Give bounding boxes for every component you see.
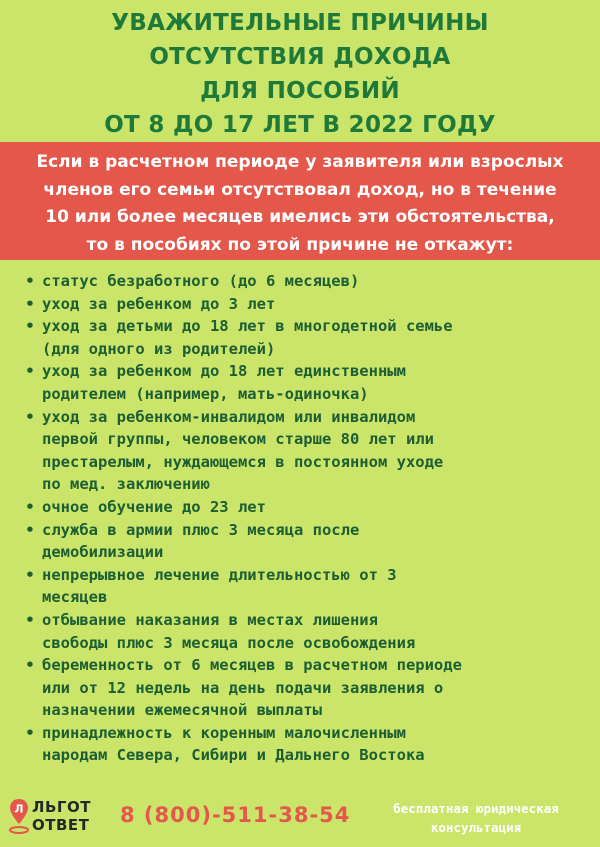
page-title	[0, 6, 600, 142]
list-item-line: очное обучение до 23 лет	[42, 497, 266, 516]
list-item-line: беременность от 6 месяцев в расчетном периоде	[42, 656, 462, 675]
consult-line: консультация	[430, 820, 522, 835]
bullet-icon: •	[25, 610, 35, 629]
bullet-icon: •	[25, 317, 35, 336]
list-item	[20, 609, 590, 654]
location-pin-icon	[8, 797, 30, 837]
list-item	[20, 496, 590, 519]
title-line: ДЛЯ ПОСОБИЙ	[200, 78, 400, 104]
list-item-line: свободы плюс 3 месяца после освобождения	[42, 633, 416, 652]
title-line: УВАЖИТЕЛЬНЫЕ ПРИЧИНЫ	[111, 10, 489, 36]
bullet-icon: •	[25, 723, 35, 742]
list-item	[20, 293, 590, 316]
list-item	[20, 654, 590, 722]
list-item-line: непрерывное лечение длительностью от 3	[42, 565, 397, 584]
list-item	[20, 406, 590, 496]
list-item	[20, 315, 590, 360]
bullet-icon: •	[25, 656, 35, 675]
bullet-icon: •	[25, 497, 35, 516]
list-item-line: статус безработного (до 6 месяцев)	[42, 272, 360, 290]
bullet-icon: •	[25, 565, 35, 584]
intro-line: 10 или более месяцев имелись эти обстоятельства,	[45, 207, 555, 227]
bullet-icon: •	[25, 272, 35, 290]
list-item	[20, 519, 590, 564]
bullet-icon: •	[25, 362, 35, 381]
list-item-line: принадлежность к коренным малочисленным	[42, 723, 406, 742]
logo-line: ОТВЕТ	[32, 816, 90, 834]
intro-text	[0, 149, 600, 259]
reasons-list	[20, 270, 590, 767]
list-item-line: или от 12 недель на день подачи заявления о	[42, 678, 444, 697]
consultation-note	[360, 799, 592, 837]
list-item-line: родителем (например, мать-одиночка)	[42, 384, 369, 403]
list-item-line: уход за ребенком до 3 лет	[42, 294, 276, 313]
list-item-line: назначении ежемесячной выплаты	[42, 701, 322, 720]
footer	[0, 793, 600, 847]
list-item-line: уход за ребенком до 18 лет единственным	[42, 362, 406, 381]
list-item-line: первой группы, человеком старше 80 лет или	[42, 430, 434, 449]
bullet-icon: •	[25, 407, 35, 426]
list-item	[20, 360, 590, 405]
list-item-line: уход за детьми до 18 лет в многодетной семье	[42, 317, 453, 336]
intro-line: членов его семьи отсутствовал доход, но в течение	[43, 179, 557, 200]
consult-line: бесплатная юридическая	[393, 801, 559, 816]
list-item	[20, 564, 590, 609]
title-line: ОТСУТСТВИЯ ДОХОДА	[149, 44, 451, 70]
list-item-line: престарелым, нуждающемся в постоянном уходе	[42, 452, 444, 471]
title-line: ОТ 8 ДО 17 ЛЕТ В 2022 ГОДУ	[104, 112, 496, 138]
logo-line: ЛЬГОТ	[32, 798, 91, 816]
list-item-line: демобилизации	[42, 543, 164, 562]
list-item	[20, 270, 590, 293]
intro-line: Если в расчетном периоде у заявителя или взрослых	[36, 152, 564, 172]
intro-line: то в пособиях по этой причине не откажут:	[86, 234, 514, 255]
list-item-line: по мед. заключению	[42, 475, 210, 494]
list-item-line: уход за ребенком-инвалидом или инвалидом	[42, 407, 416, 426]
list-item	[20, 722, 590, 767]
svg-text:Л: Л	[14, 802, 24, 816]
bullet-icon: •	[25, 520, 35, 539]
phone-number[interactable]: 8 (800)-511-38-54	[120, 803, 351, 827]
list-item-line: служба в армии плюс 3 месяца после	[42, 520, 360, 539]
list-item-line: (для одного из родителей)	[42, 339, 276, 358]
list-item-line: народам Севера, Сибири и Дальнего Востока	[42, 746, 425, 765]
logo	[32, 798, 91, 834]
list-item-line: месяцев	[42, 588, 108, 607]
list-item-line: отбывание наказания в местах лишения	[42, 610, 378, 629]
bullet-icon: •	[25, 294, 35, 313]
